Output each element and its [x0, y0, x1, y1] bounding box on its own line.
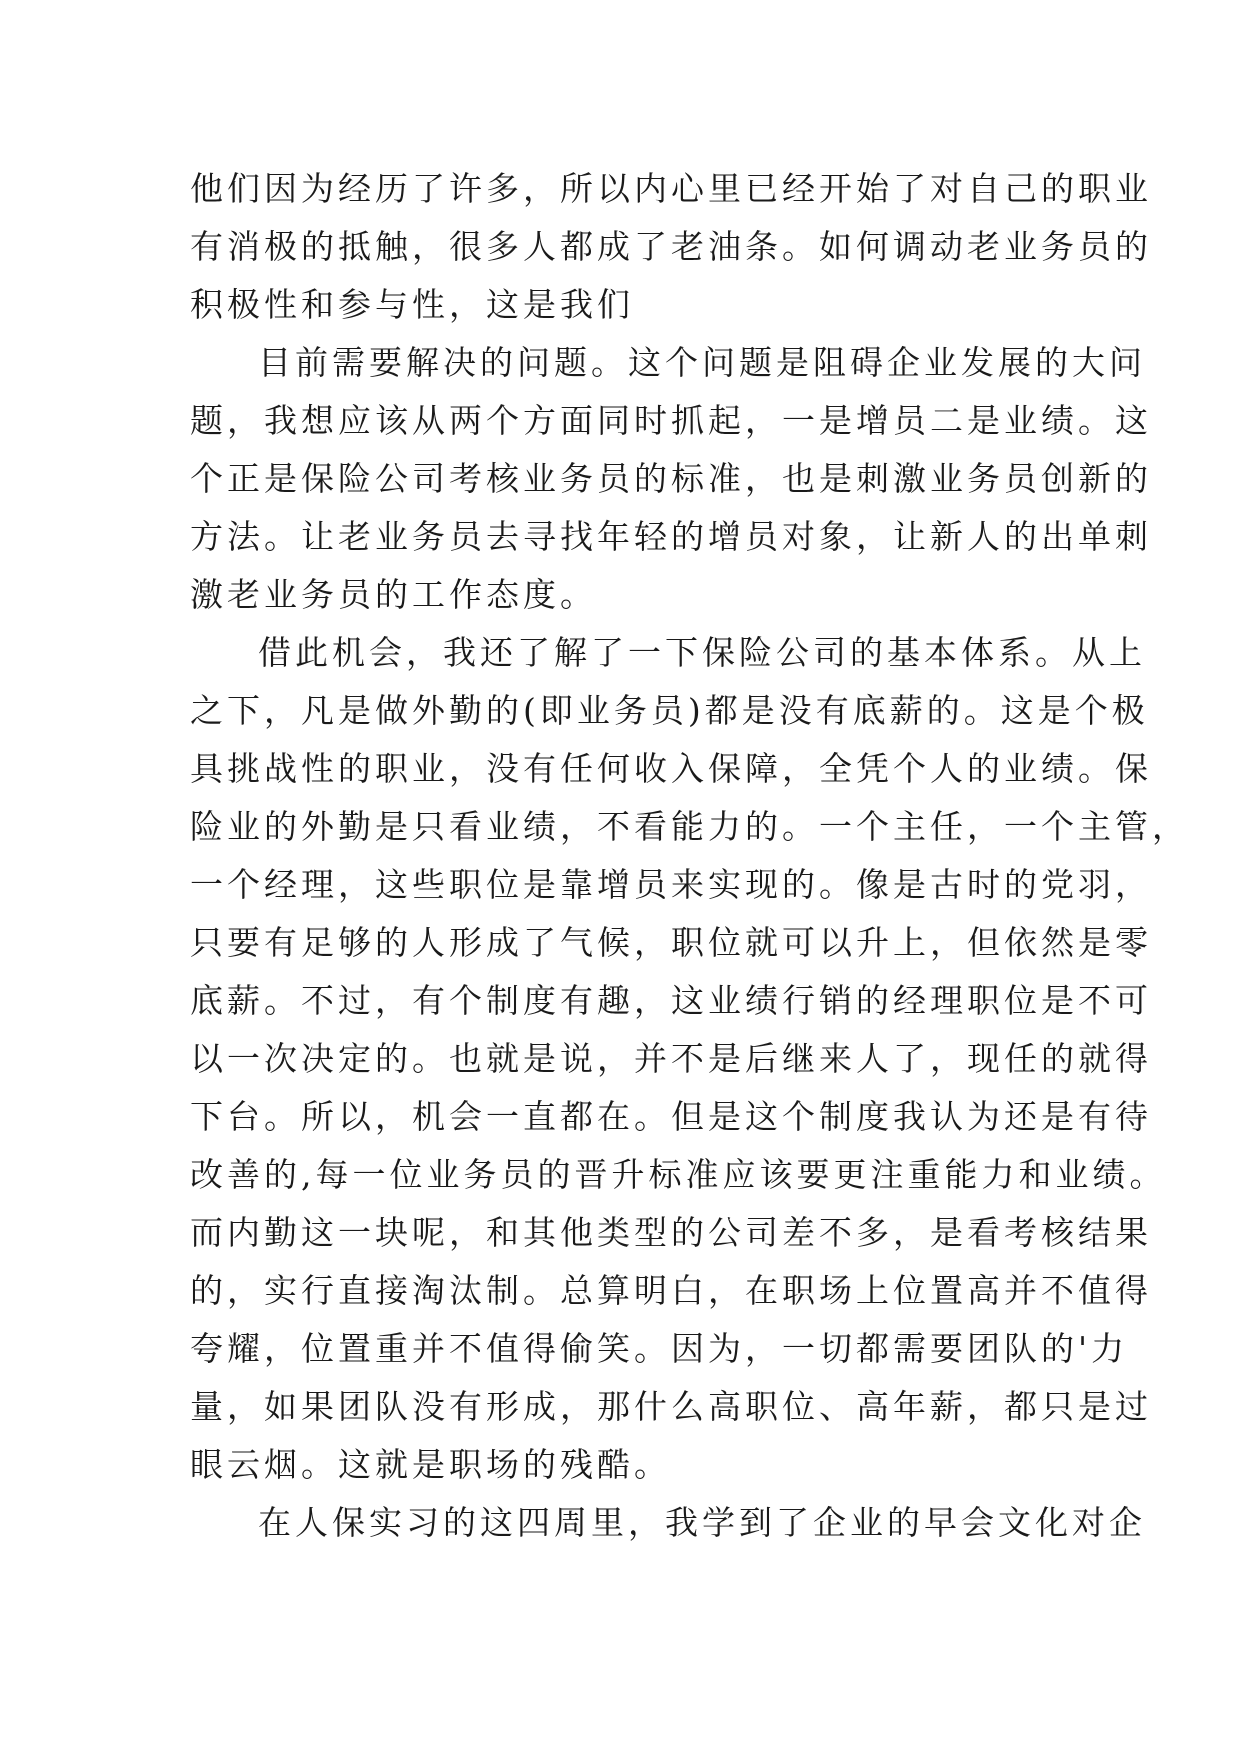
text-line: 底薪。不过，有个制度有趣，这业绩行销的经理职位是不可	[190, 981, 1152, 1020]
text-line: 个正是保险公司考核业务员的标准，也是刺激业务员创新的	[190, 459, 1152, 498]
text-line: 方法。让老业务员去寻找年轻的增员对象，让新人的出单刺	[190, 517, 1152, 556]
text-line: 下台。所以，机会一直都在。但是这个制度我认为还是有待	[190, 1097, 1152, 1136]
text-line: 积极性和参与性，这是我们	[190, 285, 634, 324]
text-line: 一个经理，这些职位是靠增员来实现的。像是古时的党羽，	[190, 865, 1152, 904]
text-line: 夸耀，位置重并不值得偷笑。因为，一切都需要团队的'力	[190, 1329, 1129, 1368]
text-line: 在人保实习的这四周里，我学到了企业的早会文化对企	[258, 1503, 1146, 1542]
text-line: 借此机会，我还了解了一下保险公司的基本体系。从上	[258, 633, 1146, 672]
text-line: 具挑战性的职业，没有任何收入保障，全凭个人的业绩。保	[190, 749, 1152, 788]
text-line: 量，如果团队没有形成，那什么高职位、高年薪，都只是过	[190, 1387, 1152, 1426]
text-line: 他们因为经历了许多，所以内心里已经开始了对自己的职业	[190, 169, 1152, 208]
text-line: 有消极的抵触，很多人都成了老油条。如何调动老业务员的	[190, 227, 1152, 266]
text-line: 只要有足够的人形成了气候，职位就可以升上，但依然是零	[190, 923, 1152, 962]
text-line: 目前需要解决的问题。这个问题是阻碍企业发展的大问	[258, 343, 1146, 382]
text-line: 改善的,每一位业务员的晋升标准应该要更注重能力和业绩。	[190, 1155, 1167, 1194]
text-line: 题，我想应该从两个方面同时抓起，一是增员二是业绩。这	[190, 401, 1152, 440]
text-line: 险业的外勤是只看业绩，不看能力的。一个主任，一个主管，	[190, 807, 1189, 846]
text-line: 以一次决定的。也就是说，并不是后继来人了，现任的就得	[190, 1039, 1152, 1078]
text-line: 的，实行直接淘汰制。总算明白，在职场上位置高并不值得	[190, 1271, 1152, 1310]
text-line: 激老业务员的工作态度。	[190, 575, 597, 614]
text-line: 之下，凡是做外勤的(即业务员)都是没有底薪的。这是个极	[190, 691, 1149, 730]
text-line: 而内勤这一块呢，和其他类型的公司差不多，是看考核结果	[190, 1213, 1152, 1252]
text-line: 眼云烟。这就是职场的残酷。	[190, 1445, 671, 1484]
body-text	[190, 160, 1189, 1552]
